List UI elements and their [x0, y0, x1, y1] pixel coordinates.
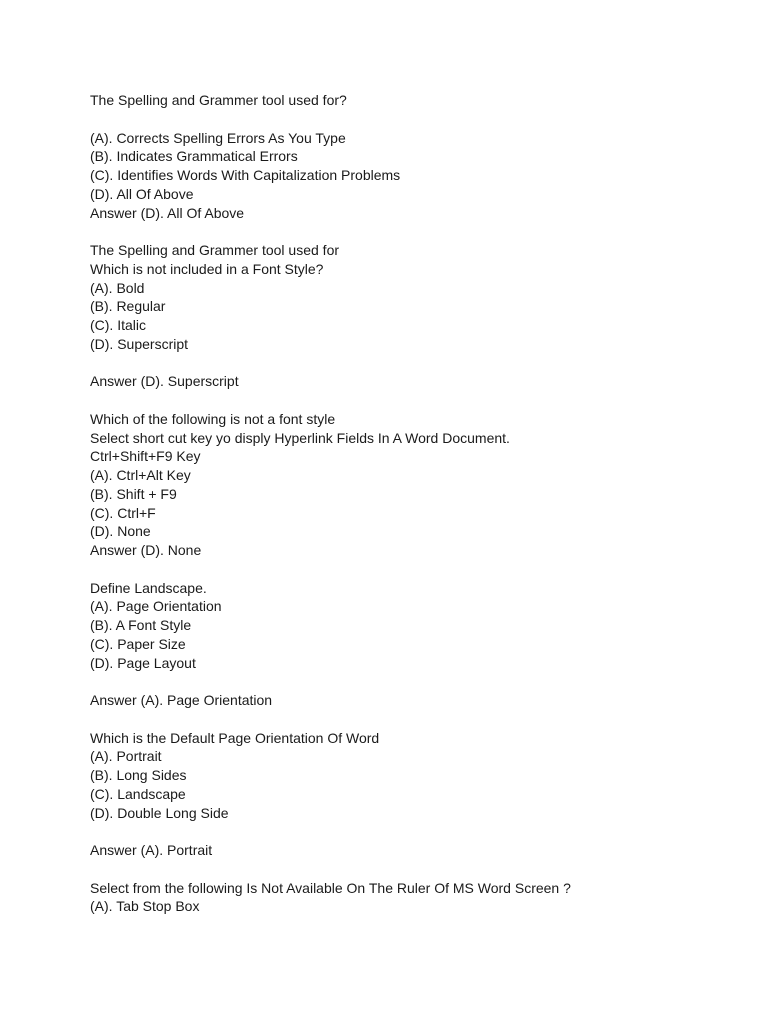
blank-line [90, 110, 730, 129]
answer-option: (D). Double Long Side [90, 804, 229, 821]
answer-option: (A). Corrects Spelling Errors As You Type [90, 129, 346, 146]
answer-line: Answer (A). Portrait [90, 842, 213, 858]
answer-option: (A). Bold [90, 279, 145, 296]
answer-option: (A). Ctrl+Alt Key [90, 467, 191, 483]
question-text: The Spelling and Grammer tool used for? [90, 92, 347, 108]
question-text: Define Landscape. [90, 579, 207, 596]
question-text: Which is the Default Page Orientation Of Word [90, 729, 380, 746]
answer-option: (D). All Of Above [90, 185, 194, 202]
answer-option: (D). None [90, 523, 151, 540]
answer-option: (C). Identifies Words With Capitalization Problems [90, 167, 401, 183]
question-text: Select short cut key yo disply Hyperlink Fields In A Word Document. [90, 429, 510, 446]
answer-option: (B). A Font Style [90, 617, 192, 633]
question-text: Ctrl+Shift+F9 Key [90, 448, 201, 465]
question-text: Which is not included in a Font Style? [90, 260, 324, 277]
blank-line [90, 354, 730, 373]
blank-line [90, 860, 730, 879]
blank-line [90, 560, 730, 579]
blank-line [90, 222, 730, 241]
document-body [90, 91, 730, 916]
question-text: The Spelling and Grammer tool used for [90, 242, 340, 258]
answer-option: (B). Indicates Grammatical Errors [90, 148, 298, 165]
blank-line [90, 822, 730, 841]
question-text: Which of the following is not a font style [90, 410, 336, 427]
answer-option: (D). Page Layout [90, 654, 196, 671]
answer-option: (D). Superscript [90, 335, 189, 352]
blank-line [90, 391, 730, 410]
answer-option: (A). Tab Stop Box [90, 898, 200, 915]
answer-option: (C). Landscape [90, 785, 186, 802]
blank-line [90, 710, 730, 729]
answer-option: (C). Paper Size [90, 635, 186, 652]
answer-line: Answer (D). None [90, 542, 202, 558]
answer-line: Answer (A). Page Orientation [90, 692, 273, 708]
answer-line: Answer (D). Superscript [90, 373, 239, 390]
answer-option: (A). Page Orientation [90, 598, 222, 615]
question-text: Select from the following Is Not Available On The Ruler Of MS Word Screen ? [90, 879, 571, 896]
answer-option: (A). Portrait [90, 748, 162, 765]
answer-option: (B). Regular [90, 298, 166, 315]
answer-option: (C). Ctrl+F [90, 504, 156, 521]
answer-option: (B). Shift + F9 [90, 485, 177, 502]
answer-line: Answer (D). All Of Above [90, 204, 245, 221]
answer-option: (C). Italic [90, 317, 146, 333]
blank-line [90, 672, 730, 691]
answer-option: (B). Long Sides [90, 767, 187, 783]
